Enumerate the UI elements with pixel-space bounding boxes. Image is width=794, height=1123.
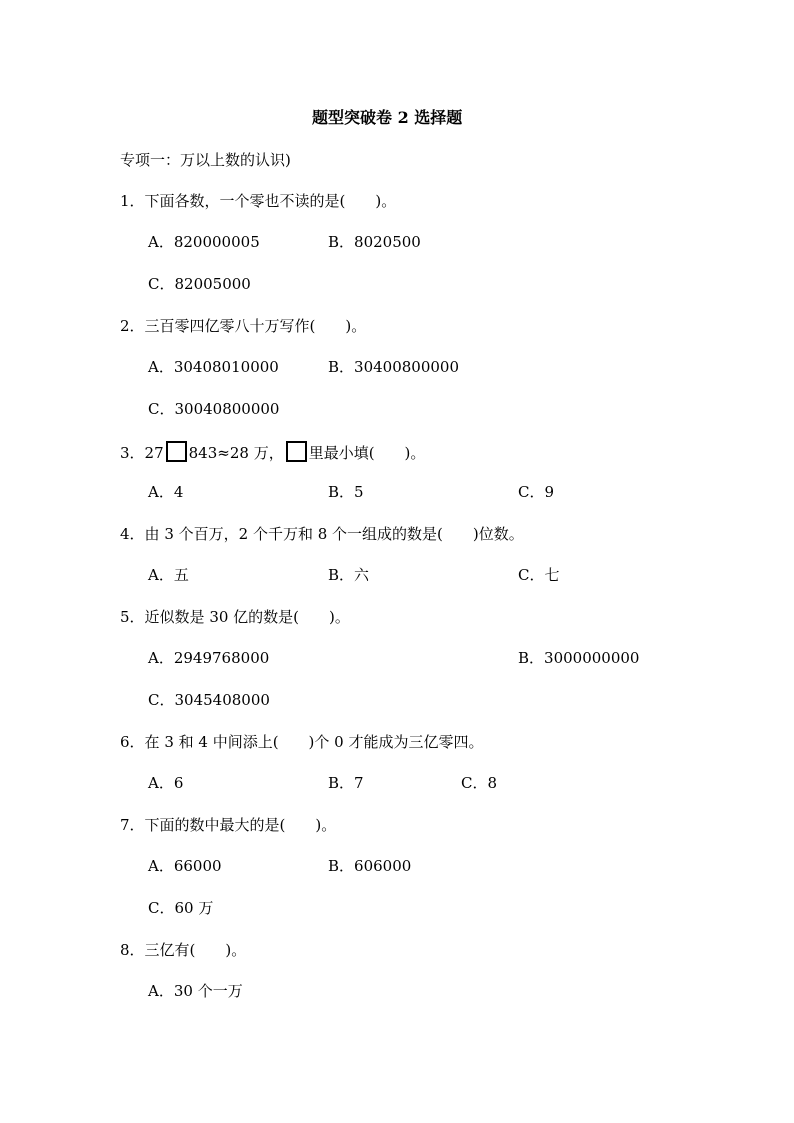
question-text: 由 3 个百万，2 个千万和 8 个一组成的数是( )位数。 bbox=[144, 525, 524, 543]
blank-box bbox=[286, 441, 307, 462]
option-2b: B．30400800000 bbox=[328, 358, 460, 376]
option-6c: C．8 bbox=[461, 774, 498, 792]
blank-box bbox=[166, 441, 187, 462]
question-text: 下面的数中最大的是( )。 bbox=[144, 816, 337, 834]
question-number: 7． bbox=[120, 816, 145, 834]
option-5b: B．3000000000 bbox=[518, 649, 640, 667]
option-3b: B．5 bbox=[328, 483, 364, 501]
option-1b: B．8020500 bbox=[328, 233, 421, 251]
option-3c: C．9 bbox=[518, 483, 555, 501]
option-4b: B．六 bbox=[328, 566, 370, 584]
option-5a: A．2949768000 bbox=[148, 649, 270, 667]
option-2c: C．30040800000 bbox=[148, 400, 280, 418]
option-7c: C．60 万 bbox=[148, 899, 214, 917]
option-7a: A．66000 bbox=[148, 857, 222, 875]
question-6 bbox=[120, 732, 484, 752]
option-1a: A．820000005 bbox=[148, 233, 260, 251]
option-4a: A．五 bbox=[148, 566, 189, 584]
question-text: 在 3 和 4 中间添上( )个 0 才能成为三亿零四。 bbox=[144, 733, 484, 751]
question-number: 2． bbox=[120, 317, 145, 335]
question-number: 3． bbox=[120, 444, 145, 462]
section-heading: 专项一：万以上数的认识) bbox=[120, 151, 291, 169]
option-6a: A．6 bbox=[148, 774, 184, 792]
option-7b: B．606000 bbox=[328, 857, 412, 875]
page-title: 题型突破卷 2 选择题 bbox=[312, 108, 463, 127]
question-4 bbox=[120, 524, 524, 544]
question-number: 5． bbox=[120, 608, 145, 626]
question-text-part: 27 bbox=[144, 444, 164, 462]
question-text: 下面各数，一个零也不读的是( )。 bbox=[144, 192, 397, 210]
option-6b: B．7 bbox=[328, 774, 364, 792]
question-text: 三亿有( )。 bbox=[144, 941, 247, 959]
option-2a: A．30408010000 bbox=[148, 358, 279, 376]
question-5 bbox=[120, 607, 350, 627]
option-8a: A．30 个一万 bbox=[148, 982, 243, 1000]
question-number: 6． bbox=[120, 733, 145, 751]
question-text: 三百零四亿零八十万写作( )。 bbox=[144, 317, 367, 335]
question-number: 1． bbox=[120, 192, 145, 210]
question-2 bbox=[120, 316, 366, 336]
question-number: 4． bbox=[120, 525, 145, 543]
question-8 bbox=[120, 940, 246, 960]
question-1 bbox=[120, 191, 396, 211]
option-4c: C．七 bbox=[518, 566, 560, 584]
question-3 bbox=[120, 441, 425, 463]
option-3a: A．4 bbox=[148, 483, 184, 501]
option-1c: C．82005000 bbox=[148, 275, 251, 293]
option-5c: C．3045408000 bbox=[148, 691, 270, 709]
question-text-part: 843≈28 万， bbox=[188, 444, 284, 462]
question-text-part: 里最小填( )。 bbox=[308, 444, 426, 462]
question-7 bbox=[120, 815, 336, 835]
question-text: 近似数是 30 亿的数是( )。 bbox=[144, 608, 350, 626]
question-number: 8． bbox=[120, 941, 145, 959]
